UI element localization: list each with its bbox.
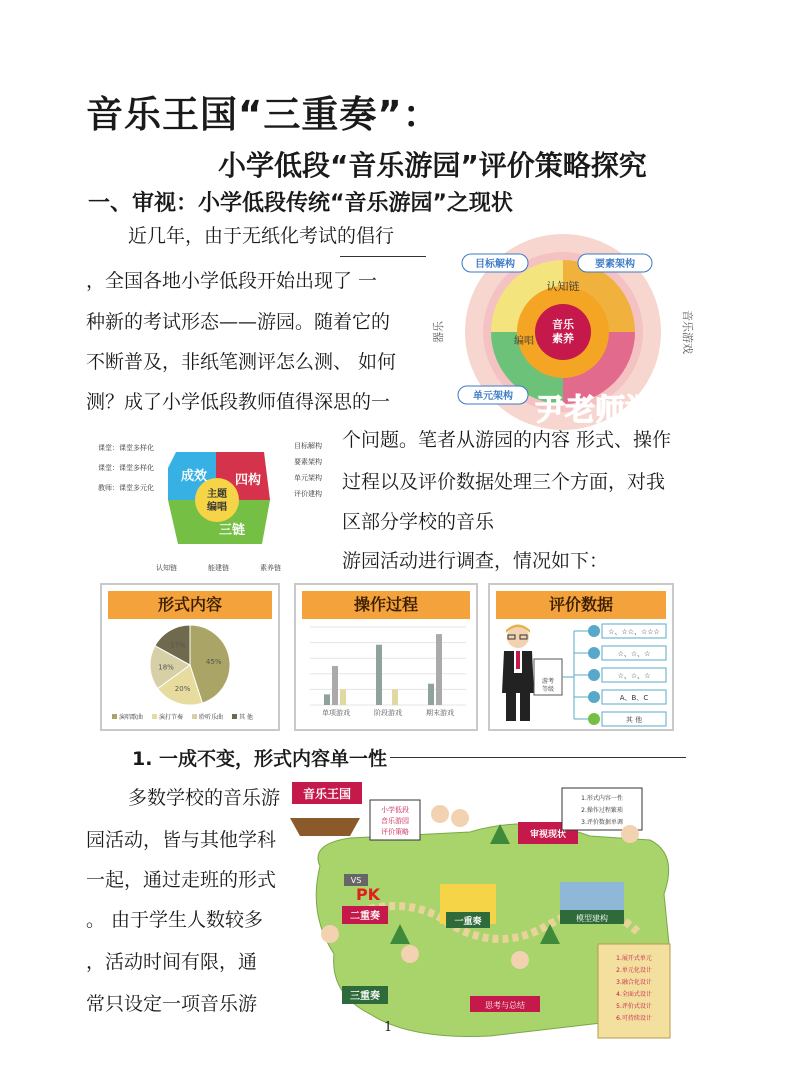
map-pk: PK	[355, 885, 381, 904]
scroll-line: 1.展开式单元	[616, 955, 652, 962]
bar	[324, 694, 330, 705]
bottom-note: 素养链	[260, 564, 281, 572]
bar	[376, 645, 382, 705]
content-form-panel	[100, 583, 280, 731]
map-vs: VS	[350, 876, 362, 885]
eval-data-panel	[488, 583, 674, 731]
bar	[392, 689, 398, 705]
bar	[332, 666, 338, 705]
legend-swatch	[112, 714, 117, 719]
map-label: 思考与总结	[485, 1001, 525, 1010]
paragraph-line: 区部分学校的音乐	[342, 511, 495, 533]
eval-label: ☆、☆、☆	[617, 672, 651, 680]
eval-icon	[588, 625, 600, 637]
subsection-heading: 1. 一成不变，形式内容单一性	[132, 748, 388, 770]
paragraph-line: ，全国各地小学低段开始出现了 一	[86, 270, 378, 292]
ring-label: 要素架构	[595, 259, 635, 270]
side-note: 教师：课堂多元化	[98, 484, 154, 492]
legend-label: 演唱歌曲	[119, 714, 144, 721]
kid-figure	[621, 825, 639, 843]
page-title: 音乐王国“三重奏”：	[86, 93, 441, 136]
eval-label: ☆、☆☆、☆☆☆	[608, 628, 660, 636]
eval-icon	[588, 713, 600, 725]
center-label: 编唱	[207, 502, 227, 513]
side-note: 目标解构	[294, 442, 322, 450]
side-note: 课堂：课堂多样化	[98, 464, 154, 472]
map-sign: 评价策略	[381, 828, 409, 836]
bar-chart	[296, 621, 476, 727]
card-text: 等级	[541, 686, 555, 693]
eval-icon	[588, 647, 600, 659]
scroll-line: 3.融合化设计	[616, 979, 652, 986]
pie-data-label: 18%	[158, 663, 174, 672]
divider	[340, 256, 426, 257]
legend-label: 演打节奏	[159, 714, 184, 721]
category-label: 阶段游戏	[374, 709, 402, 717]
kid-figure	[451, 809, 469, 827]
center-label: 音乐	[552, 318, 574, 331]
pie-data-label: 20%	[174, 684, 191, 693]
center-label: 主题	[207, 489, 227, 500]
kid-figure	[401, 945, 419, 963]
map-note: 3.评价数据单调	[581, 819, 623, 826]
map-house-label: 二重奏	[350, 911, 380, 922]
paragraph-line: 园活动，皆与其他学科	[86, 829, 277, 851]
legend-label: 其 他	[239, 714, 253, 721]
map-note: 2.操作过程繁琐	[581, 807, 623, 814]
ring-label: 单元架构	[473, 391, 513, 402]
paragraph-line: 测？成了小学低段教师值得深思的一	[86, 391, 391, 413]
ring-label: 目标解构	[475, 259, 515, 270]
bar	[428, 684, 434, 705]
ring-label: 认知链	[546, 280, 580, 293]
panel-title: 评价数据	[496, 591, 666, 619]
legend-swatch	[232, 714, 237, 719]
bottom-note: 能建链	[208, 564, 229, 572]
kid-figure	[321, 925, 339, 943]
legend-swatch	[192, 714, 197, 719]
map-house-label: 一重奏	[454, 917, 482, 927]
kid-figure	[431, 805, 449, 823]
map-sign: 音乐游园	[381, 817, 409, 825]
paragraph-line: 个问题。笔者从游园的内容 形式、操作	[342, 429, 672, 451]
paragraph-line: ，活动时间有限，通	[86, 951, 258, 973]
pie-data-label: 17%	[170, 641, 186, 650]
paragraph-line: 常只设定一项音乐游	[86, 993, 258, 1015]
process-panel	[294, 583, 478, 731]
page-number: 1	[384, 1020, 393, 1035]
map-badge-label: 音乐王国	[302, 787, 352, 801]
section-heading: 一、审视：小学低段传统“音乐游园”之现状	[88, 191, 513, 216]
legend-swatch	[152, 714, 157, 719]
paragraph-line: 多数学校的音乐游	[128, 787, 281, 809]
eval-icon	[588, 669, 600, 681]
ship-icon	[290, 818, 360, 836]
paragraph-line: 不断普及，非纸笔测评怎么测、 如何	[86, 351, 397, 373]
scroll-line: 2.单元化设计	[616, 967, 652, 974]
category-label: 期末游戏	[426, 709, 454, 717]
pie-chart	[102, 621, 278, 727]
paragraph-line: 游园活动进行调查，情况如下：	[342, 550, 609, 572]
pie-data-label: 45%	[205, 658, 222, 667]
side-note: 课堂：课堂多样化	[98, 444, 154, 452]
map-label: 审视现状	[529, 830, 567, 840]
paragraph-line: 近几年，由于无纸化考试的倡行	[128, 225, 395, 247]
map-label: 模型建构	[576, 914, 608, 923]
eval-label: 其 他	[625, 716, 643, 724]
music-kingdom-map	[290, 774, 690, 1044]
panel-title: 操作过程	[302, 591, 470, 619]
scroll-line: 4.全面式设计	[616, 991, 652, 998]
paragraph-line: 一起，通过走班的形式	[86, 869, 277, 891]
puzzle-diagram	[94, 428, 340, 576]
legend-label: 聆听乐曲	[199, 714, 224, 721]
outer-label: 音乐游戏	[681, 310, 694, 354]
map-house-label: 三重奏	[350, 991, 380, 1002]
category-label: 单项游戏	[322, 709, 350, 717]
watermark: 尹老师课题	[535, 393, 685, 428]
outer-label: 器乐	[432, 321, 445, 343]
divider	[390, 757, 686, 758]
map-sign: 小学低段	[381, 806, 409, 814]
paragraph-line: 。 由于学生人数较多	[86, 909, 264, 931]
panel-title: 形式内容	[108, 591, 272, 619]
bar	[436, 634, 442, 705]
card-text: 游考	[541, 678, 555, 685]
literacy-circle-diagram	[428, 232, 698, 432]
ring-label: 编唱	[514, 336, 534, 347]
side-note: 要素架构	[294, 458, 322, 466]
side-note: 评价建构	[294, 490, 322, 498]
kid-figure	[511, 951, 529, 969]
bottom-note: 认知链	[156, 564, 177, 572]
piece-label: 三链	[218, 523, 246, 538]
paragraph-line: 种新的考试形态——游园。随着它的	[86, 311, 391, 333]
side-note: 单元架构	[294, 474, 322, 482]
scroll-line: 5.评价式设计	[616, 1003, 652, 1010]
piece-label: 成效	[180, 469, 208, 484]
center-label: 素养	[552, 332, 574, 345]
bar	[340, 689, 346, 705]
page-subtitle: 小学低段“音乐游园”评价策略探究	[218, 149, 647, 182]
piece-label: 四构	[234, 473, 262, 488]
eval-icon	[588, 691, 600, 703]
map-note: 1.形式内容一性	[581, 795, 623, 802]
eval-label: A、B、C	[619, 694, 649, 702]
eval-label: ☆、☆、☆	[617, 650, 651, 658]
eval-illustration	[490, 621, 672, 727]
paragraph-line: 过程以及评价数据处理三个方面，对我	[342, 471, 666, 493]
scroll-line: 6.可持续设计	[616, 1015, 652, 1022]
